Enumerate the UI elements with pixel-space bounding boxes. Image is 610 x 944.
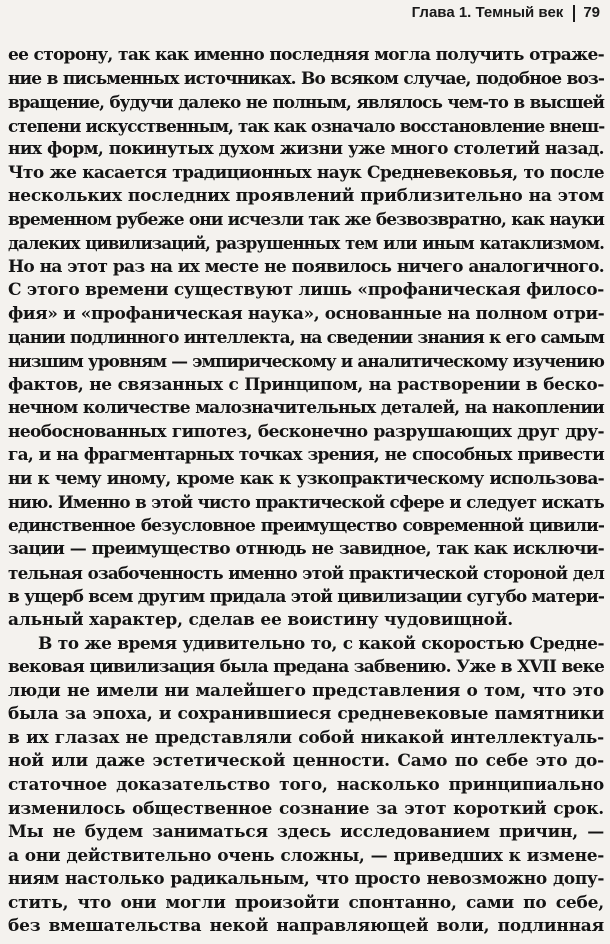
text-line: в их глазах не представляли собой никакой интеллектуаль- [8, 727, 604, 748]
text-line: альный характер, сделав ее воистину чудовищной. [8, 610, 513, 631]
text-line: стить, что они могли произойти спонтанно, сами по себе, [8, 892, 604, 913]
text-line: Но на этот раз на их месте не появилось ничего аналогичного. [8, 256, 604, 277]
text-line: цании подлинного интеллекта, на сведении знания к его самым [8, 327, 604, 348]
text-line: в ущерб всем другим придала этой цивилизации сугубо матери- [8, 586, 604, 607]
text-line: Мы не будем заниматься здесь исследованием причин, — [8, 822, 604, 843]
text-line: фактов, не связанных с Принципом, на растворении в беско- [8, 374, 604, 395]
text-line: временном рубеже они исчезли так же безвозвратно, как науки [8, 209, 604, 230]
text-line: ние в письменных источниках. Во всяком случае, подобное воз- [8, 68, 604, 89]
text-line: фия» и «профаническая наука», основанные на полном отри- [8, 304, 605, 325]
text-line: статочное доказательство того, насколько принципиально [8, 774, 604, 795]
body-text [8, 44, 604, 939]
text-line: В то же время удивительно то, с какой скоростью Средне- [38, 633, 604, 654]
text-line: С этого времени существуют лишь «профаническая филосо- [8, 280, 604, 301]
text-line: га, и на фрагментарных точках зрения, не способных привести [8, 445, 604, 466]
text-line: Что же касается традиционных наук Средневековья, то после [8, 162, 604, 183]
text-line: а они действительно очень сложны, — приведших к измене- [8, 845, 604, 866]
text-line: тельная озабоченность именно этой практической стороной дел [8, 563, 604, 584]
page-number: 79 [583, 4, 600, 21]
text-line: необоснованных гипотез, бесконечно разрушающих друг дру- [8, 421, 604, 442]
text-line: низшим уровням — эмпирическому и аналитическому изучению [8, 351, 604, 372]
text-line: вращение, будучи далеко не полным, являлось чем-то в высшей [8, 92, 604, 113]
text-line: ниям настолько радикальным, что просто невозможно допу- [8, 869, 604, 890]
text-line: вековая цивилизация была предана забвению. Уже в XVII веке [8, 657, 604, 678]
text-line: нию. Именно в этой чисто практической сфере и следует искать [8, 492, 604, 513]
text-line: нескольких последних проявлений приблизительно на этом [8, 186, 604, 207]
text-line: них форм, покинутых духом жизни уже много столетий назад. [8, 139, 604, 160]
text-line: нечном количестве малозначительных деталей, на накоплении [8, 398, 604, 419]
text-line: изменилось общественное сознание за этот короткий срок. [8, 798, 604, 819]
running-head [412, 4, 600, 22]
text-line: была за эпоха, и сохранившиеся средневековые памятники [8, 704, 604, 725]
text-line: ной или даже эстетической ценности. Само по себе это до- [8, 751, 604, 772]
text-line: степени искусственным, так как означало восстановление внеш- [8, 115, 605, 136]
text-line: люди не имели ни малейшего представления о том, что это [8, 680, 604, 701]
chapter-title: Глава 1. Темный век [411, 4, 564, 21]
text-line: без вмешательства некой направляющей воли, подлинная [8, 916, 604, 937]
header-divider [573, 5, 575, 22]
text-line: зации — преимущество отнюдь не завидное, так как исключи- [8, 539, 604, 560]
text-line: ни к чему иному, кроме как к узкопрактическому использова- [8, 468, 604, 489]
text-line: далеких цивилизаций, разрушенных тем или иным катаклизмом. [8, 234, 604, 254]
text-line: единственное безусловное преимущество современной цивили- [8, 515, 604, 536]
text-line: ее сторону, так как именно последняя могла получить отраже- [8, 45, 604, 65]
